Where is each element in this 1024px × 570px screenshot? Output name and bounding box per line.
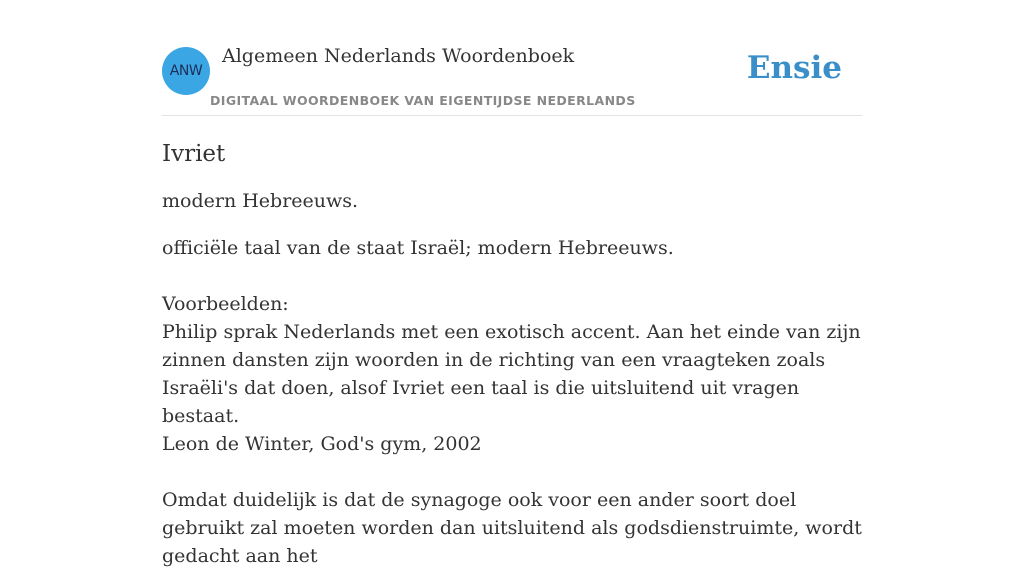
entry-headword: Ivriet (162, 141, 226, 167)
example-1-source: Leon de Winter, God's gym, 2002 (162, 433, 482, 455)
examples-label: Voorbeelden: (162, 293, 289, 315)
source-title[interactable]: Algemeen Nederlands Woordenboek (222, 45, 575, 67)
ensie-brand-link[interactable]: Ensie (746, 50, 842, 86)
site-header (162, 0, 862, 116)
entry-body (162, 234, 862, 570)
example-2-text: Omdat duidelijk is dat de synagoge ook voor een ander soort doel gebruikt zal moeten worden dan uitsluitend als godsdienstruimte, wordt gedacht aan het (162, 489, 862, 567)
entry-content (162, 135, 862, 570)
source-subtitle: DIGITAAL WOORDENBOEK VAN EIGENTIJDSE NEDERLANDS (210, 93, 636, 108)
logo-text: ANW (169, 63, 203, 79)
example-1-text: Philip sprak Nederlands met een exotisch accent. Aan het einde van zijn zinnen dansten zijn woorden in de richting van een vraagteken zoals Israëli's dat doen, alsof Ivriet een taal is die uitsluitend uit vragen bestaat. (162, 321, 861, 427)
entry-summary: modern Hebreeuws. (162, 190, 359, 212)
anw-logo[interactable] (162, 47, 210, 95)
entry-definition: officiële taal van de staat Israël; modern Hebreeuws. (162, 237, 674, 259)
